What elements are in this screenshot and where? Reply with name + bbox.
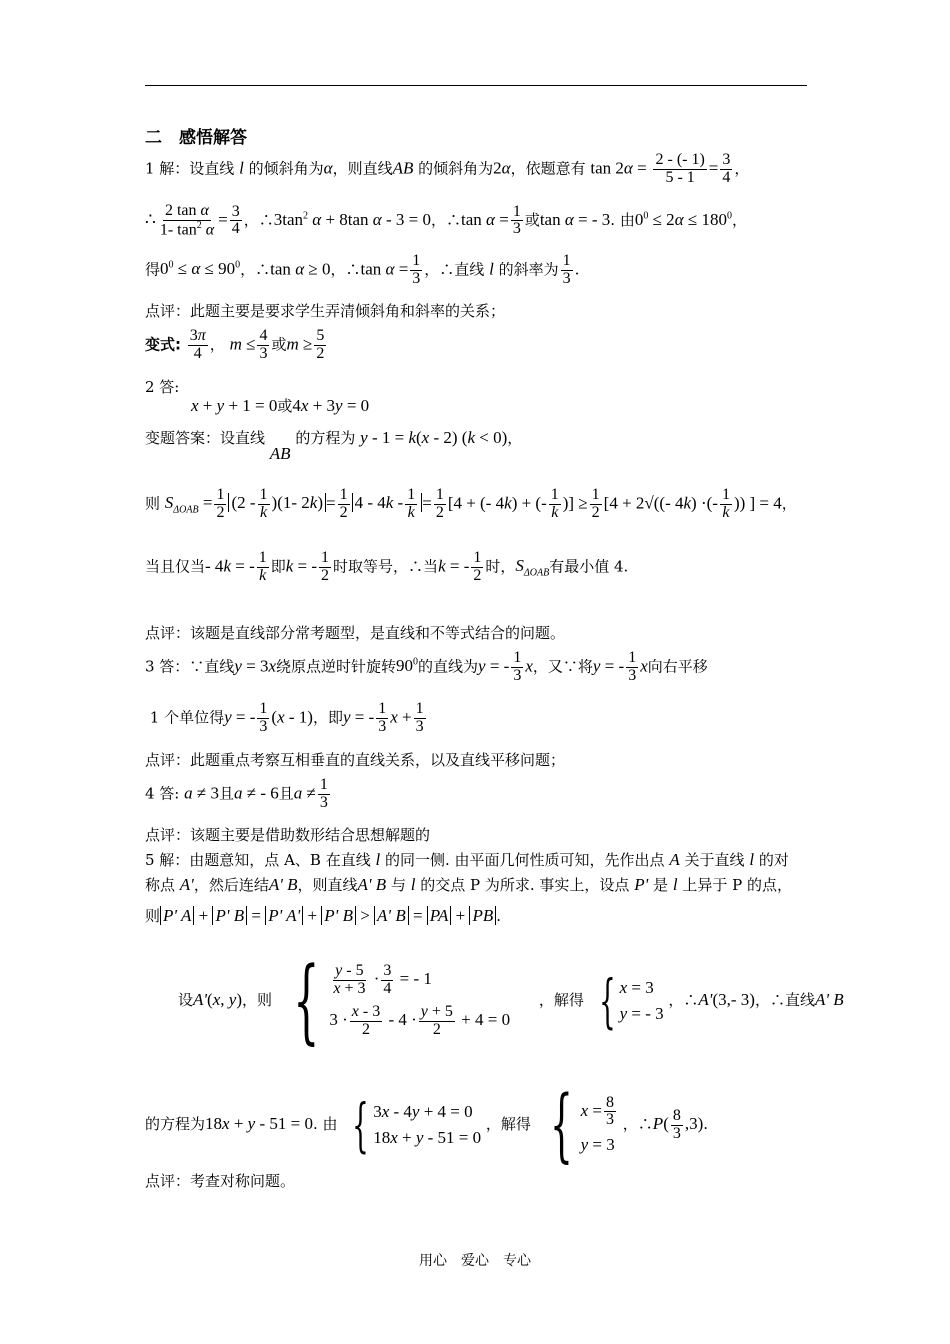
variant-answer: 变式: $\frac{3\pi}{4}$ ， m ≤ $\frac{4}{3}$ 或m ≥ $\frac{5}{2}$ [145,327,325,362]
comment-4: 点评：该题主要是借助数形结合思想解题的 [145,826,431,844]
section-heading: 二 感悟解答 [145,128,247,148]
header-rule [145,85,807,86]
equality-condition: 当且仅当- 4k = - $\frac{1}{k}$ 即k = - $\frac{1}{2}$ 时取等号，∴当k = - $\frac{1}{2}$ 时，$S_{\Delta OAB}$有最小值 4. [145,549,629,584]
answer-1-line-1: 1 解：设直线 l 的倾斜角为α，则直线AB 的倾斜角为2α，依题意有 tan 2α = $\frac{2 - (- 1)}{5 - 1}$ = $\frac{3}{4}$ ， [145,151,750,186]
comment-1: 点评：此题主要是要求学生弄清倾斜角和斜率的关系； [145,302,506,320]
comment-5: 点评：考查对称问题。 [145,1172,296,1190]
answer-3-line-2: 1 个单位得y = - $\frac{1}{3}$ (x - 1)，即y = - $\frac{1}{3}$ x + $\frac{1}{3}$ [149,700,424,735]
answer-5-line-3: 则 P' A + P' B = P' A' + P' B > A' B = PA + PB . [145,906,502,925]
answer-5-line-1: 5 解：由题意知，点 A、B 在直线 l 的同一侧. 由平面几何性质可知，先作出点 A 关于直线 l 的对 [145,850,789,869]
answer-5-system-2: 的方程为18x + y - 51 = 0. 由 { 3x - 4y + 4 = 0 18x + y - 51 = 0 ，解得 { x = $\frac{8}{3}$ y = 3 ，∴P( $\frac{8}{3}$ ,3). [145,1078,709,1171]
variant-2: 变题答案：设直线 AB 的方程为 y - 1 = k(x - 2) (k < 0)， [145,428,523,463]
answer-1-line-3: 得$0^0 \le \alpha \le 90^0$，∴tan α ≥ 0，∴tan α = $\frac{1}{3}$ ，∴直线 l 的斜率为 $\frac{1}{3}$ . [145,252,580,287]
answer-2: 2 答: x + y + 1 = 0或4x + 3y = 0 [145,378,370,415]
comment-3: 点评：此题重点考察互相垂直的直线关系，以及直线平移问题； [145,751,566,769]
answer-4: 4 答: a ≠ 3且a ≠ - 6且a ≠ $\frac{1}{3}$ [145,776,328,811]
answer-5-line-2: 称点 A'，然后连结A' B，则直线A' B 与 l 的交点 P 为所求. 事实上，设点 P' 是 l 上异于 P 的点， [145,875,792,894]
page-footer: 用心 爱心 专心 [419,1253,531,1269]
answer-5-system-1: 设A'(x, y)，则 { $\frac{y - 5}{x + 3}$ · $\frac{3}{4}$ = - 1 3 · $\frac{x - 3}{2}$ - 4 · $\frac{y + 5}{2}$ + 4 = 0 ，解得 { x = 3 y = - 3 ，∴A'(3,- 3)，∴直线A' B [178,947,844,1054]
answer-1-line-2: ∴ $\frac{\text{2 tan α}}{1- \tan^2 \alpha}$ = $\frac{3}{4}$ ，$\therefore 3\tan^2$ α + 8tan α - 3 = 0，∴tan α = $\frac{1}{3}$ 或tan α = - 3. 由$0^0 \le 2\alpha \le 180^0$， [145,202,747,239]
area-inequality: 则 $S_{\Delta OAB}$ = $\frac{1}{2}$ (2 - $\frac{1}{k}$ )(1- 2k) = $\frac{1}{2}$ 4 - 4k - $\frac{1}{k}$ = $\frac{1}{2}$ [4 + (- 4k) + (- $\frac{1}{k}$ )] ≥ $\frac{1}{2}$ [4 + 2√((- 4k) ·(- $\frac{1}{k}$ )) ] = 4， [145,486,797,521]
comment-2: 点评：该题是直线部分常考题型，是直线和不等式结合的问题。 [145,624,566,642]
answer-3-line-1: 3 答：∵直线y = 3x绕原点逆时针旋转$90^0$的直线为y = - $\frac{1}{3}$ x，又∵将y = - $\frac{1}{3}$ x向右平移 [145,649,708,684]
